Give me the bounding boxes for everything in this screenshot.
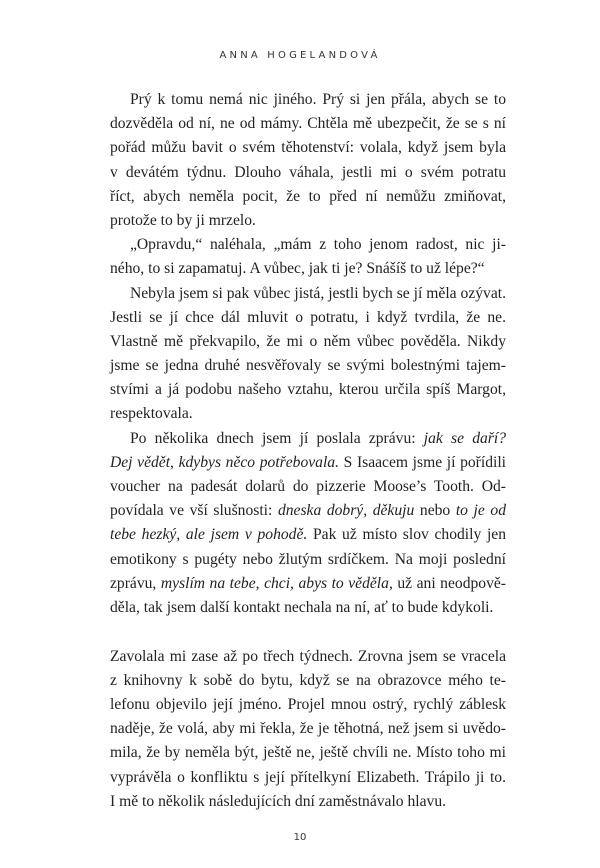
text-line — [110, 548, 506, 572]
page-number: 10 — [293, 832, 307, 843]
text-segment: voucher na padesát dolarů do pizzerie Moose’s Tooth. Od- — [110, 478, 506, 495]
text-segment: Po několika dnech jsem jí poslala zprávu: — [130, 429, 424, 447]
text-line — [110, 499, 506, 523]
text-segment: emotikony s pugéty nebo žlutým srdíčkem. Na moji poslední — [110, 550, 506, 568]
text-segment: I mě to několik následujících dní zaměstnávalo hlavu. — [110, 792, 447, 810]
text-segment: z knihovny k sobě do bytu, když se na obrazovce mého te- — [110, 671, 506, 689]
text-segment: „Opravdu,“ naléhala, „mám z toho jenom radost, nic ji- — [130, 236, 506, 254]
text-segment: protože to by ji mrzelo. — [110, 211, 256, 229]
italic-text: tebe hezký, ale jsem v pohodě. — [110, 526, 308, 544]
text-segment: stvími a já podobu našeho vztahu, kterou určila spíš Margot, — [110, 381, 506, 399]
text-segment: ného, to si zapamatuj. A vůbec, jak ti je? Snášíš to už lépe?“ — [110, 260, 485, 278]
text-line — [110, 475, 506, 499]
text-line — [110, 451, 506, 475]
text-line — [110, 669, 506, 693]
text-line — [110, 645, 506, 669]
text-segment: Pak už místo slov chodily jen — [307, 526, 506, 544]
text-segment: jsme se jedna druhé nesvěřovaly se svými bolestnými tajem- — [110, 357, 506, 375]
text-line — [110, 572, 506, 596]
text-segment: respektovala. — [110, 405, 193, 423]
text-line — [110, 693, 506, 717]
text-segment: mila, že by neměla být, ještě ne, ještě chvíli ne. Místo toho mi — [110, 744, 506, 762]
text-line — [110, 209, 506, 233]
text-segment: naděje, že volá, aby mi řekla, že je těhotná, než jsem si uvědo- — [110, 720, 506, 738]
text-segment: lefonu objevilo její jméno. Projel mnou ostrý, rychlý záblesk — [110, 696, 506, 714]
text-segment: S Isaacem jsme jí pořídili — [339, 453, 506, 471]
text-segment: děla, tak jsem další kontakt nechala na ní, ať to bude kdykoli. — [110, 598, 494, 616]
text-line — [110, 766, 506, 790]
italic-text: myslím na tebe, chci, abys to věděla — [160, 574, 389, 592]
text-segment: pořád můžu bavit o svém těhotenství: volala, když jsem byla — [110, 139, 506, 157]
body-text — [110, 88, 506, 814]
italic-text: Dej vědět, kdybys něco potřebovala. — [110, 453, 339, 471]
text-segment: Zavolala mi zase až po třech týdnech. Zrovna jsem se vracela — [110, 647, 506, 665]
text-segment: dozvěděla od ní, ne od mámy. Chtěla mě ubezpečit, že se s ní — [110, 115, 506, 133]
text-line — [110, 717, 506, 741]
text-segment: Nebyla jsem si pak vůbec jistá, jestli bych se jí měla ozývat. — [130, 284, 506, 302]
text-line — [110, 112, 506, 136]
text-line — [110, 136, 506, 160]
text-line — [110, 402, 506, 426]
text-line — [110, 741, 506, 765]
text-line — [110, 282, 506, 306]
italic-text: dneska dobrý, děkuju — [277, 502, 415, 520]
text-line — [110, 257, 506, 281]
text-line — [110, 233, 506, 257]
text-segment: zprávu, — [110, 574, 161, 592]
text-segment: povídala ve vší slušnosti: — [110, 502, 278, 520]
text-segment: , už ani neodpově- — [388, 574, 506, 592]
text-segment: v devátém týdnu. Dlouho váhala, jestli mi o svém potratu — [110, 163, 506, 181]
text-segment: vyprávěla o konfliktu s její přítelkyní Elizabeth. Trápilo ji to. — [110, 768, 506, 786]
text-line — [110, 185, 506, 209]
text-line — [110, 523, 506, 547]
text-segment: říct, abych neměla pocit, že to před ní nemůžu zmiňovat, — [110, 187, 506, 205]
text-line — [110, 427, 506, 451]
text-line — [110, 790, 506, 814]
text-segment: Jestli se jí chce dál mluvit o potratu, i když tvrdila, že ne. — [110, 308, 506, 326]
text-line — [110, 354, 506, 378]
running-header: ANNA HOGELANDOVÁ — [219, 50, 381, 61]
text-segment: Vlastně mě překvapilo, že mi o něm vůbec pověděla. Nikdy — [110, 332, 506, 350]
text-line — [110, 88, 506, 112]
text-segment: nebo — [414, 502, 456, 520]
text-line — [110, 378, 506, 402]
text-line — [110, 596, 506, 620]
italic-text: to je od — [455, 502, 506, 520]
text-segment: Prý k tomu nemá nic jiného. Prý si jen přála, abych se to — [130, 91, 506, 108]
italic-text: jak se daří? — [423, 429, 506, 447]
text-line — [110, 161, 506, 185]
text-line — [110, 306, 506, 330]
text-line — [110, 330, 506, 354]
